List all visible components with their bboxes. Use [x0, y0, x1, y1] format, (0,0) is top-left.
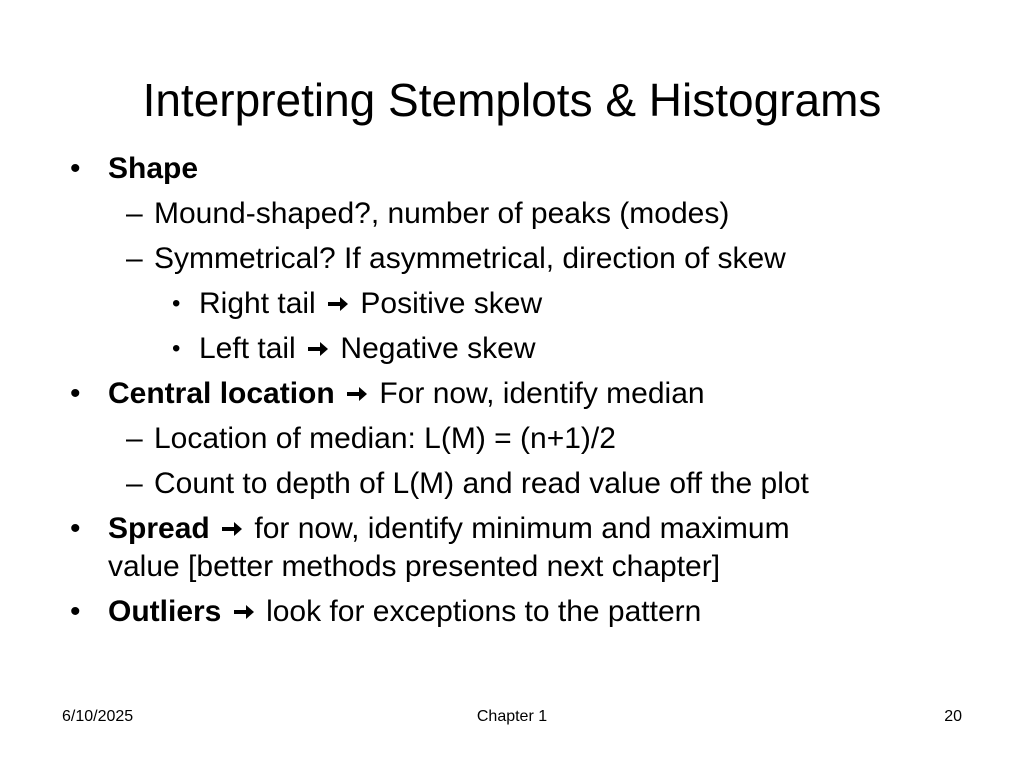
slide-title: Interpreting Stemplots & Histograms [142, 74, 882, 126]
bullet-marker: • [70, 512, 81, 545]
outliers-heading: Outliers [108, 595, 222, 628]
outliers-line [108, 592, 701, 632]
central-location-heading: Central location [108, 377, 335, 410]
bullet-marker: • [70, 377, 81, 410]
dash-marker: – [126, 422, 143, 455]
outliers-text: look for exceptions to the pattern [266, 595, 702, 628]
spread-text: for now, identify minimum and maximum [254, 512, 790, 545]
right-arrow-icon [326, 294, 350, 314]
shape-sub-mound: Mound-shaped?, number of peaks (modes) [154, 197, 730, 230]
left-tail-text: Left tail [199, 332, 296, 365]
right-arrow-icon [306, 339, 330, 359]
dash-marker: – [126, 467, 143, 500]
bullet-marker: • [172, 335, 181, 362]
central-location-line [108, 374, 705, 414]
spread-line [108, 509, 790, 549]
right-tail-line [199, 284, 542, 324]
shape-sub-symmetry: Symmetrical? If asymmetrical, direction of skew [154, 242, 786, 275]
bullet-marker: • [70, 152, 81, 185]
bullet-marker: • [172, 290, 181, 317]
right-arrow-icon [232, 602, 256, 622]
median-count: Count to depth of L(M) and read value off the plot [154, 467, 809, 500]
negative-skew-text: Negative skew [340, 332, 536, 365]
central-location-text: For now, identify median [379, 377, 705, 410]
dash-marker: – [126, 197, 143, 230]
bullet-marker: • [70, 595, 81, 628]
spread-heading: Spread [108, 512, 210, 545]
dash-marker: – [126, 242, 143, 275]
footer-chapter: Chapter 1 [476, 708, 548, 725]
shape-heading: Shape [108, 152, 199, 185]
median-location: Location of median: L(M) = (n+1)/2 [154, 422, 616, 455]
spread-text-continued: value [better methods presented next chapter] [108, 550, 721, 583]
positive-skew-text: Positive skew [360, 287, 543, 320]
footer-page-number: 20 [944, 708, 962, 725]
left-tail-line [199, 329, 536, 369]
right-arrow-icon [220, 519, 244, 539]
footer-date: 6/10/2025 [62, 708, 134, 725]
right-tail-text: Right tail [199, 287, 316, 320]
right-arrow-icon [345, 384, 369, 404]
